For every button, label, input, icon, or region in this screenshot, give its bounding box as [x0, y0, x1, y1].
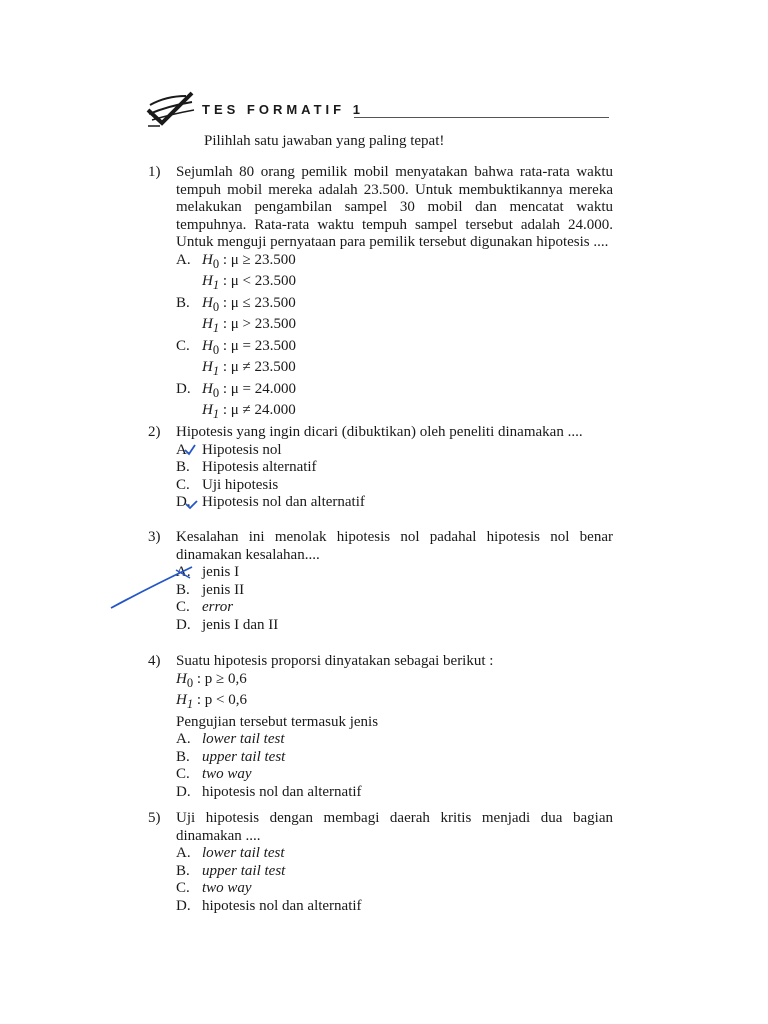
question-line: Suatu hipotesis proporsi dinyatakan sebagai berikut :	[176, 653, 494, 669]
question-line: Sejumlah 80 orang pemilik mobil menyatakan bahwa rata-rata waktu	[176, 164, 613, 180]
pen-check-mark	[184, 496, 200, 510]
option-c: C. Uji hipotesis	[176, 476, 279, 493]
option-d: D. $H_0$ : μ = 24.000	[176, 380, 297, 400]
question-line: Kesalahan ini menolak hipotesis nol padahal hipotesis nol benar	[176, 529, 613, 545]
option-d: D. hipotesis nol dan alternatif	[176, 783, 362, 800]
option-b-alt: $H_1$ : μ > 23.500	[202, 316, 297, 335]
instruction: Pilihlah satu jawaban yang paling tepat!	[204, 133, 445, 149]
option-d-alt: $H_1$ : μ ≠ 24.000	[202, 402, 296, 421]
option-a: A. jenis I	[176, 564, 240, 580]
question-line: dinamakan kesalahan....	[176, 546, 320, 563]
hypothesis-h1: $H_1$ : p < 0,6	[176, 692, 247, 711]
question-line: dinamakan ....	[176, 827, 261, 844]
question-3	[148, 529, 613, 634]
checkmark-logo-icon	[146, 90, 196, 128]
question-number: 4)	[148, 653, 161, 669]
option-b: B. upper tail test	[176, 748, 286, 765]
question-number: 5)	[148, 810, 161, 826]
option-c: C. $H_0$ : μ = 23.500	[176, 337, 297, 357]
question-1	[148, 164, 613, 424]
question-number: 1)	[148, 164, 161, 180]
option-d: D. Hipotesis nol dan alternatif	[176, 494, 365, 510]
option-a-alt: $H_1$ : μ < 23.500	[202, 273, 297, 292]
pen-check-mark	[182, 443, 198, 457]
option-b: B. upper tail test	[176, 862, 286, 879]
question-number: 3)	[148, 529, 161, 545]
question-line: Untuk menguji pernyataan para pemilik tersebut digunakan hipotesis ....	[176, 234, 609, 250]
header	[146, 90, 616, 130]
header-title: TES FORMATIF 1	[202, 102, 364, 117]
question-line: Hipotesis yang ingin dicari (dibuktikan) oleh peneliti dinamakan ....	[176, 424, 583, 440]
option-a: A. lower tail test	[176, 845, 285, 861]
option-a: A. Hipotesis nol	[176, 441, 282, 458]
pen-stroke-mark	[108, 562, 198, 612]
option-d: D. jenis I dan II	[176, 616, 279, 633]
option-c: C. error	[176, 599, 234, 615]
option-a: A. $H_0$ : μ ≥ 23.500	[176, 251, 296, 271]
hypothesis-h0: $H_0$ : p ≥ 0,6	[176, 670, 247, 690]
question-4	[148, 653, 613, 801]
option-b: B. Hipotesis alternatif	[176, 459, 317, 475]
question-line: tempuhnya. Rata-rata waktu tempuh sampel tersebut adalah 24.000.	[176, 216, 613, 233]
header-rule	[354, 117, 609, 118]
option-b: B. jenis II	[176, 581, 245, 598]
option-b: B. $H_0$ : μ ≤ 23.500	[176, 294, 296, 314]
question-line: Uji hipotesis dengan membagi daerah kritis menjadi dua bagian	[176, 810, 613, 826]
option-c-alt: $H_1$ : μ ≠ 23.500	[202, 359, 296, 378]
question-line: melakukan pengambilan sampel 30 mobil dan mencatat waktu	[176, 199, 613, 215]
option-c: C. two way	[176, 766, 252, 782]
question-number: 2)	[148, 424, 161, 440]
option-d: D. hipotesis nol dan alternatif	[176, 897, 362, 914]
question-2	[148, 424, 613, 512]
question-5	[148, 810, 613, 915]
option-c: C. two way	[176, 880, 252, 896]
question-line: tempuh mobil mereka adalah 23.500. Untuk membuktikannya mereka	[176, 181, 613, 198]
option-a: A. lower tail test	[176, 731, 285, 747]
question-line: Pengujian tersebut termasuk jenis	[176, 713, 379, 730]
